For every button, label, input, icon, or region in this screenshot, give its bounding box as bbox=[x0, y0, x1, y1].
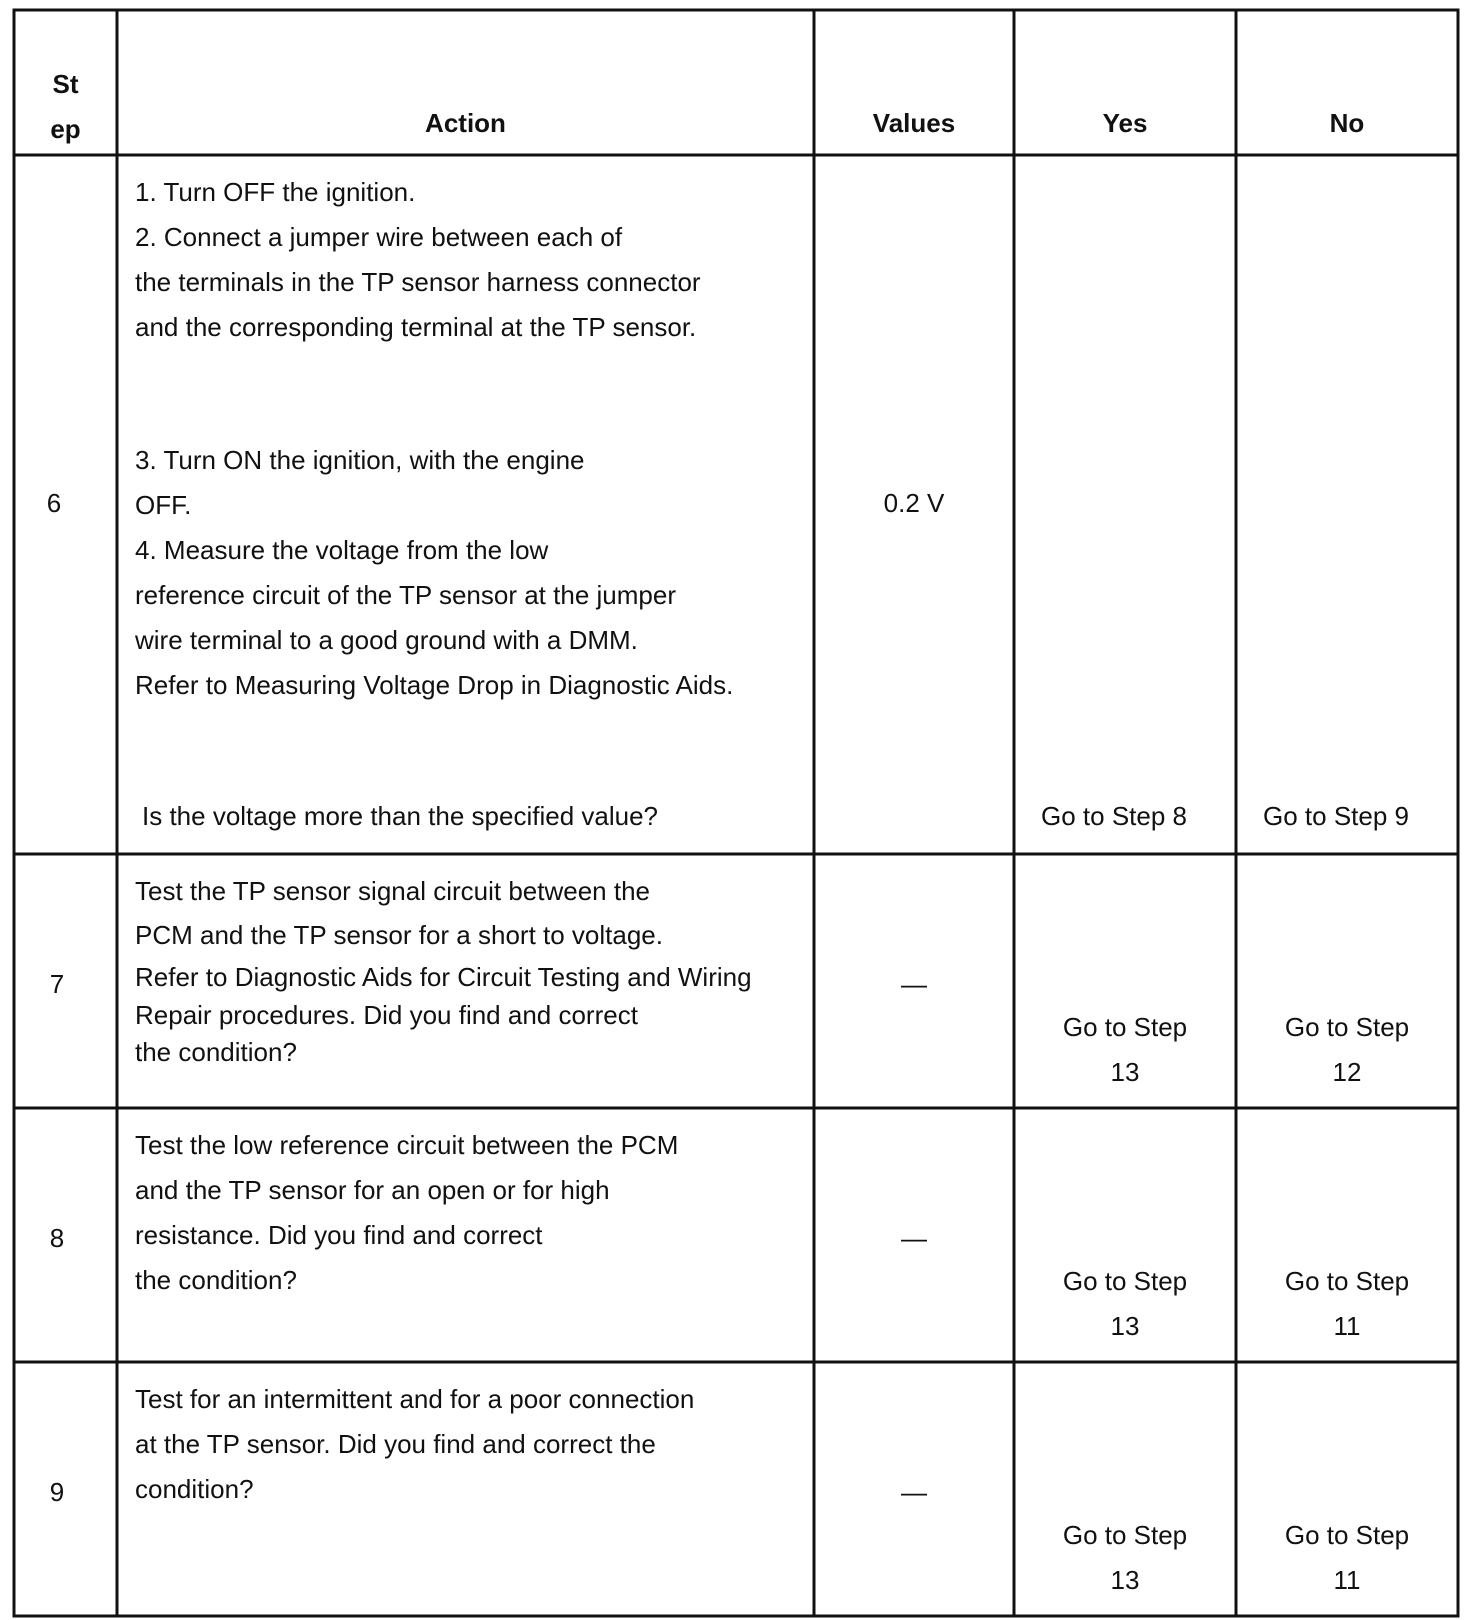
yes-line: 13 bbox=[1110, 1311, 1140, 1341]
action-line: 2. Connect a jumper wire between each of bbox=[135, 222, 623, 252]
value-cell: — bbox=[901, 1477, 927, 1507]
header-values: Values bbox=[872, 108, 956, 138]
no-line: 11 bbox=[1333, 1311, 1361, 1341]
yes-line: 13 bbox=[1110, 1057, 1140, 1087]
action-line: wire terminal to a good ground with a DMM. bbox=[135, 625, 638, 655]
value-cell: — bbox=[901, 1223, 927, 1253]
action-line: Test for an intermittent and for a poor connection bbox=[135, 1384, 695, 1414]
yes-line: Go to Step bbox=[1062, 1266, 1188, 1296]
header-yes: Yes bbox=[1102, 108, 1148, 138]
action-question: Is the voltage more than the specified value? bbox=[142, 801, 658, 831]
no-cell bbox=[1236, 1005, 1458, 1095]
action-line: Test the low reference circuit between the PCM bbox=[135, 1130, 679, 1160]
step-number: 6 bbox=[46, 488, 62, 518]
yes-cell: Go to Step 8 bbox=[1041, 801, 1187, 831]
action-line: the condition? bbox=[135, 1037, 297, 1067]
action-cell-continued bbox=[117, 438, 814, 708]
action-line: 3. Turn ON the ignition, with the engine bbox=[135, 445, 585, 475]
action-line: Refer to Measuring Voltage Drop in Diagnostic Aids. bbox=[135, 670, 734, 700]
action-line: the condition? bbox=[135, 1265, 297, 1295]
action-line: 1. Turn OFF the ignition. bbox=[135, 177, 416, 207]
header-step-line: St bbox=[52, 69, 79, 99]
yes-line: Go to Step bbox=[1062, 1520, 1188, 1550]
step-number: 7 bbox=[49, 969, 65, 999]
action-cell bbox=[117, 869, 814, 1071]
header-no: No bbox=[1329, 108, 1365, 138]
header-step bbox=[14, 62, 117, 152]
action-line: Repair procedures. Did you find and correct bbox=[135, 1000, 638, 1030]
value-cell: 0.2 V bbox=[883, 488, 945, 518]
yes-cell bbox=[1014, 1259, 1236, 1349]
no-line: Go to Step bbox=[1284, 1266, 1410, 1296]
no-line: Go to Step bbox=[1284, 1012, 1410, 1042]
action-line: and the corresponding terminal at the TP sensor. bbox=[135, 312, 697, 342]
no-line: 11 bbox=[1333, 1565, 1361, 1595]
no-line: 12 bbox=[1332, 1057, 1362, 1087]
action-line: at the TP sensor. Did you find and correct the bbox=[135, 1429, 656, 1459]
yes-line: Go to Step bbox=[1062, 1012, 1188, 1042]
no-line: Go to Step bbox=[1284, 1520, 1410, 1550]
no-cell bbox=[1236, 1259, 1458, 1349]
action-line: PCM and the TP sensor for a short to voltage. bbox=[135, 920, 663, 950]
yes-cell bbox=[1014, 1005, 1236, 1095]
action-cell bbox=[117, 170, 814, 350]
step-number: 9 bbox=[49, 1477, 65, 1507]
step-number: 8 bbox=[49, 1223, 65, 1253]
action-line: OFF. bbox=[135, 490, 192, 520]
action-line: and the TP sensor for an open or for high bbox=[135, 1175, 610, 1205]
action-line: reference circuit of the TP sensor at the jumper bbox=[135, 580, 676, 610]
action-cell bbox=[117, 1377, 814, 1512]
no-cell bbox=[1236, 1513, 1458, 1603]
yes-line: 13 bbox=[1110, 1565, 1140, 1595]
action-line: Refer to Diagnostic Aids for Circuit Testing and Wiring bbox=[135, 962, 752, 992]
action-line: resistance. Did you find and correct bbox=[135, 1220, 543, 1250]
no-cell: Go to Step 9 bbox=[1263, 801, 1409, 831]
header-step-line: ep bbox=[50, 114, 81, 144]
value-cell: — bbox=[901, 969, 927, 999]
action-line: Test the TP sensor signal circuit between the bbox=[135, 876, 650, 906]
action-cell bbox=[117, 1123, 814, 1303]
action-line: the terminals in the TP sensor harness connector bbox=[135, 267, 701, 297]
action-line: 4. Measure the voltage from the low bbox=[135, 535, 549, 565]
action-line: condition? bbox=[135, 1474, 254, 1504]
header-action: Action bbox=[425, 108, 506, 138]
yes-cell bbox=[1014, 1513, 1236, 1603]
